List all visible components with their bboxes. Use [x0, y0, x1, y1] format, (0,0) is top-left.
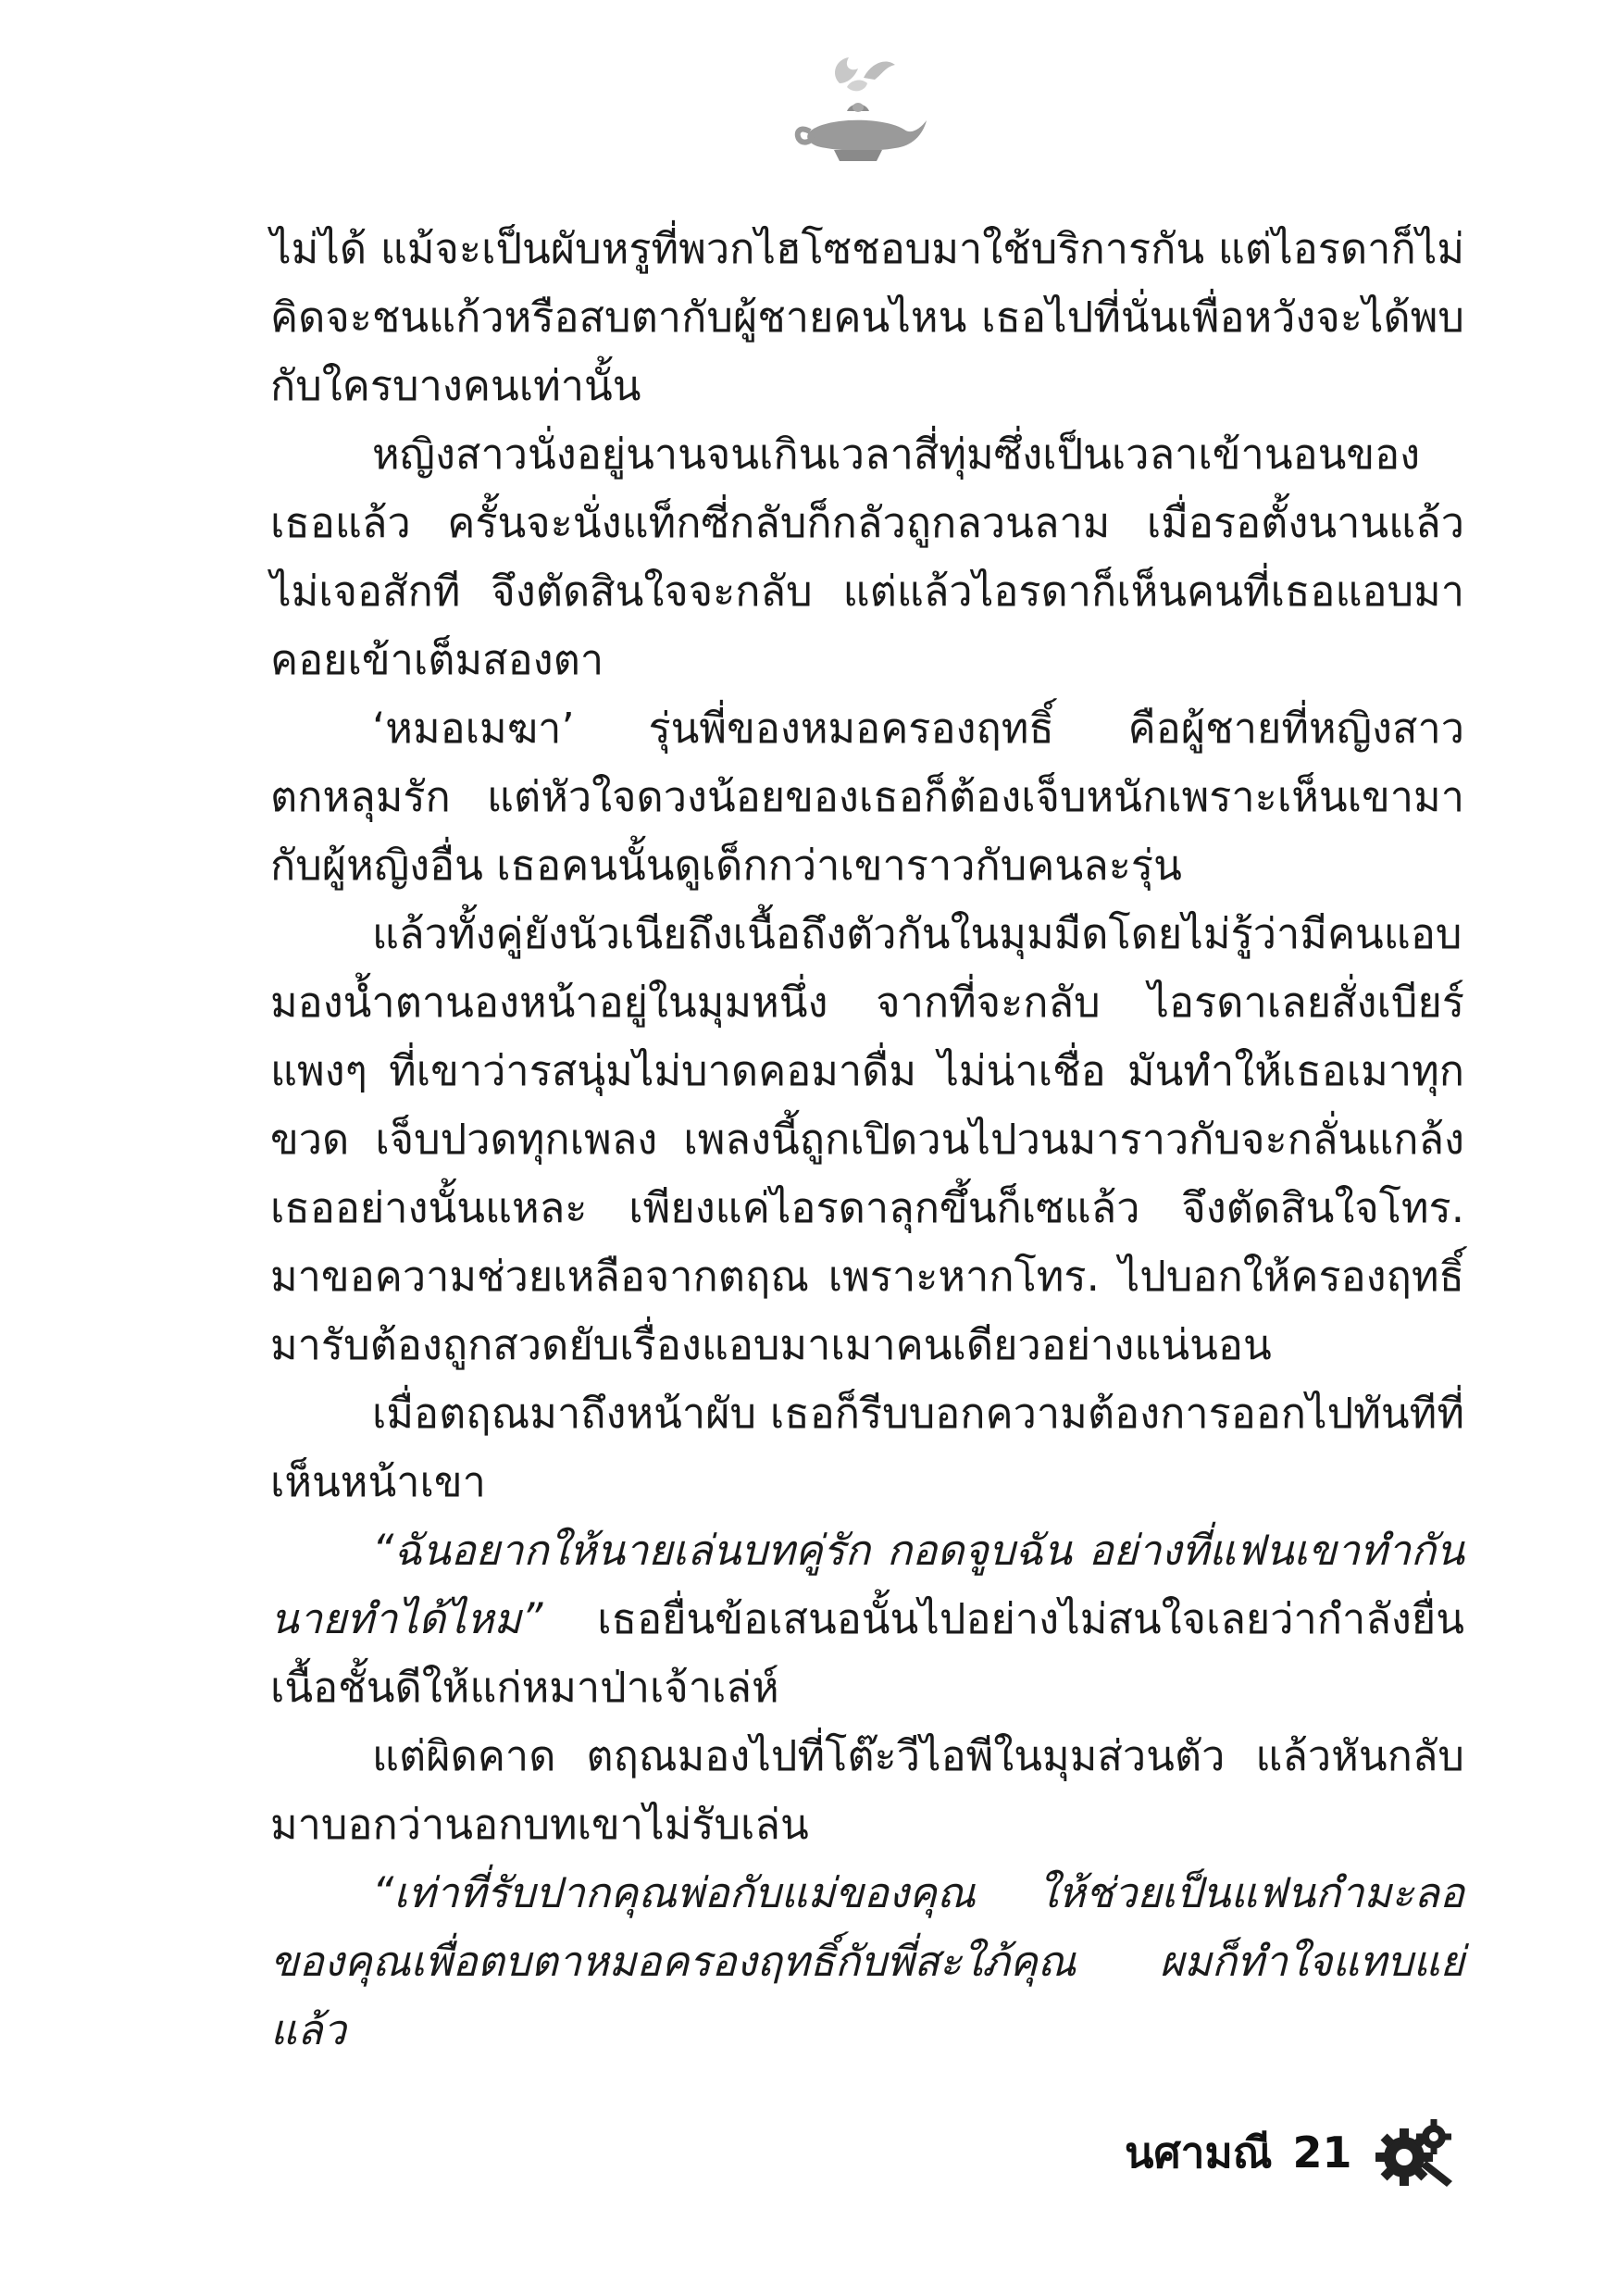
- paragraph: [270, 1859, 1464, 2065]
- paragraph: [270, 1722, 1464, 1859]
- text-run: แล้วทั้งคู่ยังนัวเนียถึงเนื้อถึงตัวกันในมุมมืดโดยไม่รู้ว่ามีคนแอบมองน้ำตานองหน้าอยู่ในมุมหนึ่ง จากที่จะกลับ ไอรดาเลยสั่งเบียร์แพงๆ ที่เขาว่ารสนุ่มไม่บาดคอมาดื่ม ไม่น่าเชื่อ มันทำให้เธอเมาทุกขวด เจ็บปวดทุกเพลง เพลงนี้ถูกเปิดวนไปวนมาราวกับจะกลั่นแกล้งเธออย่างนั้นแหละ เพียงแค่ไอรดาลุกขึ้นก็เซแล้ว จึงตัดสินใจโทร. มาขอความช่วยเหลือจากตฤณ เพราะหากโทร. ไปบอกให้ครองฤทธิ์มารับต้องถูกสวดยับเรื่องแอบมาเมาคนเดียวอย่างแน่นอน: [270, 909, 1464, 1369]
- page-number: 21: [1292, 2128, 1352, 2177]
- page-footer: [1125, 2115, 1458, 2190]
- text-run: ‘หมอเมฆา’ รุ่นพี่ของหมอครองฤทธิ์ คือผู้ชายที่หญิงสาวตกหลุมรัก แต่หัวใจดวงน้อยของเธอก็ต้องเจ็บหนักเพราะเห็นเขามากับผู้หญิงอื่น เธอคนนั้นดูเด็กกว่าเขาราวกับคนละรุ่น: [270, 704, 1464, 890]
- genie-lamp-icon: [782, 46, 930, 167]
- paragraph: [270, 215, 1464, 420]
- paragraph: [270, 1379, 1464, 1516]
- text-run: เมื่อตฤณมาถึงหน้าผับ เธอก็รีบบอกความต้องการออกไปทันทีที่เห็นหน้าเขา: [270, 1389, 1464, 1506]
- paragraph: [270, 694, 1464, 900]
- italic-dialogue: “ฉันอยากให้นายเล่นบทคู่รัก กอดจูบฉัน อย่างที่แฟนเขาทำกัน นายทำได้ไหม”: [270, 1526, 1464, 1643]
- author-name: นศามณี: [1125, 2127, 1273, 2177]
- paragraph: [270, 1516, 1464, 1722]
- paragraph: [270, 420, 1464, 694]
- italic-dialogue: “เท่าที่รับปากคุณพ่อกับแม่ของคุณ ให้ช่วยเป็นแฟนกำมะลอของคุณเพื่อตบตาหมอครองฤทธิ์กับพี่สะใภ้คุณ ผมก็ทำใจแทบแย่แล้ว: [270, 1868, 1464, 2054]
- paragraph: [270, 900, 1464, 1379]
- text-run: หญิงสาวนั่งอยู่นานจนเกินเวลาสี่ทุ่มซึ่งเป็นเวลาเข้านอนของเธอแล้ว ครั้นจะนั่งแท็กซี่กลับก็กลัวถูกลวนลาม เมื่อรอตั้งนานแล้วไม่เจอสักที จึงตัดสินใจจะกลับ แต่แล้วไอรดาก็เห็นคนที่เธอแอบมาคอยเข้าเต็มสองตา: [270, 430, 1464, 684]
- text-run: แต่ผิดคาด ตฤณมองไปที่โต๊ะวีไอพีในมุมส่วนตัว แล้วหันกลับมาบอกว่านอกบทเขาไม่รับเล่น: [270, 1731, 1464, 1849]
- body-text: [270, 215, 1464, 2065]
- gears-icon: [1373, 2116, 1458, 2189]
- text-run: เธอยื่นข้อเสนอนั้นไปอย่างไม่สนใจเลยว่ากำลังยื่นเนื้อชั้นดีให้แก่หมาป่าเจ้าเล่ห์: [270, 1594, 1464, 1712]
- text-run: ไม่ได้ แม้จะเป็นผับหรูที่พวกไฮโซชอบมาใช้บริการกัน แต่ไอรดาก็ไม่คิดจะชนแก้วหรือสบตากับผู้ชายคนไหน เธอไปที่นั่นเพื่อหวังจะได้พบกับใครบางคนเท่านั้น: [270, 224, 1464, 410]
